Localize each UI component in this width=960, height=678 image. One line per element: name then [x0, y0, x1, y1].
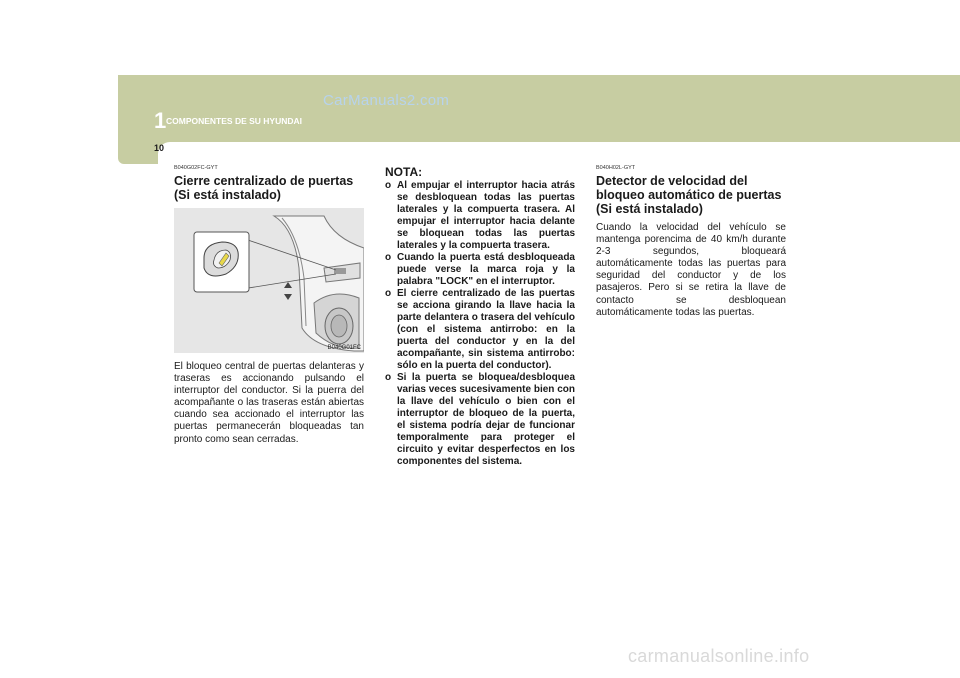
door-switch-figure [174, 208, 364, 353]
note-item [385, 288, 575, 372]
bullet: o [385, 288, 392, 299]
header-band [118, 75, 960, 142]
column-central-locking [174, 165, 364, 446]
note-title: NOTA: [385, 165, 423, 179]
note-item [385, 180, 575, 252]
note-item [385, 372, 575, 468]
page-number: 10 [154, 143, 165, 153]
note-list [385, 180, 575, 468]
watermark-bottom[interactable]: carmanualsonline.info [628, 646, 810, 666]
note-item-text: Al empujar el interruptor hacia atrás se desbloquean todas las puertas laterales y la compuerta trasera. Al empujar el interruptor hacia delante se bloquean todas las puertas laterales y la compuerta trasera. [397, 180, 575, 251]
column-speed-lock [596, 165, 786, 319]
bullet: o [385, 180, 392, 191]
page-number-tab [118, 142, 158, 164]
column-note [385, 165, 575, 468]
chapter-title: COMPONENTES DE SU HYUNDAI [166, 116, 303, 126]
section-body: Cuando la velocidad del vehículo se mantenga porencima de 40 km/h durante 2-3 segundos, bloqueará automáticamente todas las puertas para seguridad del conductor y de los pasajeros. Pero si se retira la llave de contacto se desbloquean automáticamente todas las puertas. [596, 222, 786, 318]
section-title: Detector de velocidad del bloqueo automático de puertas (Si está instalado) [596, 174, 782, 216]
section-code: B040G02FC-GYT [174, 165, 218, 171]
bullet: o [385, 252, 392, 263]
figure-label: B040G01FC [327, 345, 361, 351]
watermark-top[interactable]: CarManuals2.com [323, 92, 450, 109]
section-code: B040H02L-GYT [596, 165, 636, 171]
note-item-text: El cierre centralizado de las puertas se acciona girando la llave hacia la parte delantera o trasera del vehículo (con el sistema antirrobo: en la puerta del conductor y en la del acompañante, sin sistema antirrobo: sólo en la puerta del conductor). [397, 288, 575, 371]
note-item [385, 252, 575, 288]
bullet: o [385, 372, 392, 383]
note-item-text: Si la puerta se bloquea/desbloquea varias veces sucesivamente bien con la llave del vehículo o bien con el interruptor de bloqueo de la puerta, el sistema podría dejar de funcionar temporalmente para proteger el circuito y evitar desperfectos en los componentes del sistema. [397, 372, 575, 467]
section-body: El bloqueo central de puertas delanteras y traseras es accionando pulsando el interruptor del conductor. Si la puerra del acompañante o las traseras están abiertas cuando sea accionado el interruptor las puertas permanecerán bloqueadas tan pronto como sean cerradas. [174, 361, 364, 445]
chapter-number: 1 [154, 108, 167, 133]
note-item-text: Cuando la puerta está desbloqueada puede verse la marca roja y la palabra "LOCK" en el interruptor. [397, 252, 575, 287]
section-title: Cierre centralizado de puertas (Si está instalado) [174, 174, 354, 202]
door-illustration [174, 208, 364, 353]
